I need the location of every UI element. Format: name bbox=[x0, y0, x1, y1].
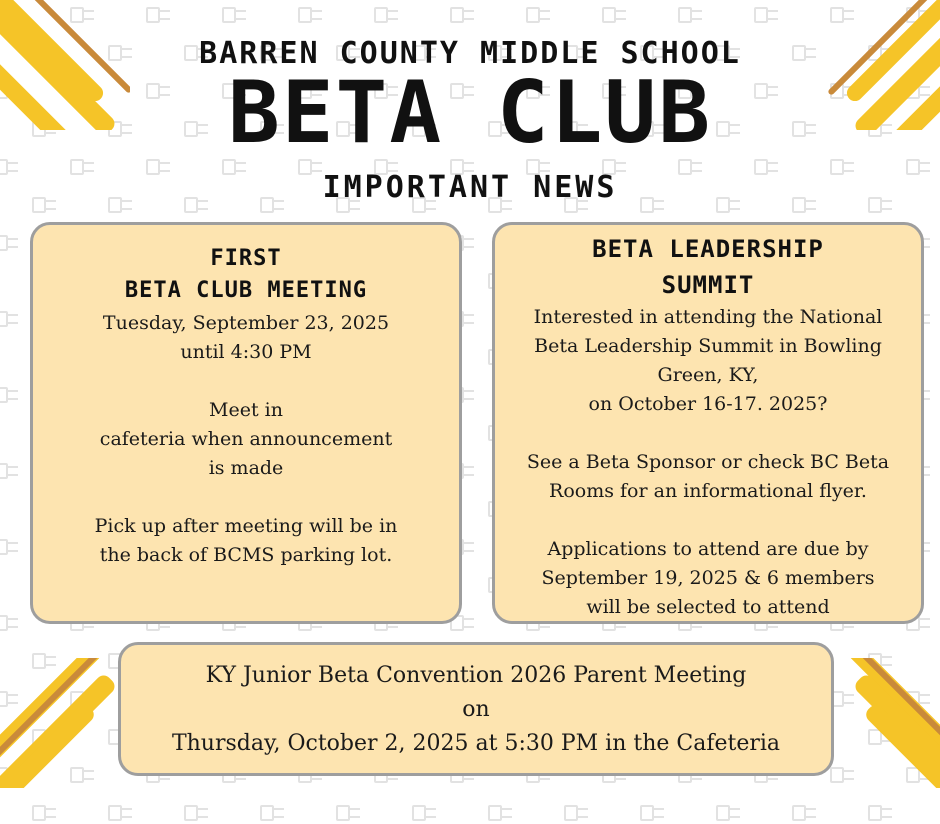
summit-p1-line3: Green, KY, bbox=[657, 364, 759, 386]
summit-p3-line1: Applications to attend are due by bbox=[547, 538, 869, 560]
plug-icon bbox=[864, 650, 894, 672]
plug-icon bbox=[560, 802, 590, 824]
pickup-line2: the back of BCMS parking lot. bbox=[99, 544, 393, 566]
plug-icon bbox=[864, 802, 894, 824]
leadership-summit-card bbox=[492, 222, 924, 624]
plug-icon bbox=[66, 688, 96, 710]
summit-p3-line2: September 19, 2025 & 6 members bbox=[541, 567, 875, 589]
plug-icon bbox=[0, 308, 20, 330]
plug-icon bbox=[256, 802, 286, 824]
plug-icon bbox=[0, 4, 20, 26]
meet-location-line1: Meet in bbox=[209, 399, 283, 421]
plug-icon bbox=[180, 802, 210, 824]
plug-icon bbox=[142, 4, 172, 26]
plug-icon bbox=[66, 4, 96, 26]
meeting-time: until 4:30 PM bbox=[180, 341, 312, 363]
plug-icon bbox=[0, 536, 20, 558]
plug-icon bbox=[902, 4, 932, 26]
first-meeting-card bbox=[30, 222, 462, 624]
plug-icon bbox=[66, 764, 96, 786]
plug-icon bbox=[636, 802, 666, 824]
meet-location-line3: is made bbox=[208, 457, 284, 479]
corner-stripes-bottom-left bbox=[0, 658, 130, 788]
plug-icon bbox=[446, 4, 476, 26]
plug-icon bbox=[598, 4, 628, 26]
first-meeting-heading-line1: FIRST bbox=[210, 246, 282, 271]
plug-icon bbox=[28, 802, 58, 824]
plug-icon bbox=[902, 764, 932, 786]
plug-icon bbox=[902, 688, 932, 710]
first-meeting-heading-line2: BETA CLUB MEETING bbox=[124, 278, 368, 303]
plug-icon bbox=[218, 4, 248, 26]
plug-icon bbox=[370, 4, 400, 26]
summit-p1-line2: Beta Leadership Summit in Bowling bbox=[534, 335, 882, 357]
summit-p1-line1: Interested in attending the National bbox=[533, 306, 883, 328]
plug-icon bbox=[408, 802, 438, 824]
plug-icon bbox=[28, 726, 58, 748]
plug-icon bbox=[332, 802, 362, 824]
plug-icon bbox=[294, 4, 324, 26]
plug-icon bbox=[0, 384, 20, 406]
plug-icon bbox=[0, 232, 20, 254]
club-title: BETA CLUB bbox=[228, 63, 712, 163]
meeting-date: Tuesday, September 23, 2025 bbox=[102, 312, 390, 334]
plug-icon bbox=[484, 802, 514, 824]
plug-icon bbox=[28, 650, 58, 672]
parent-meeting-line1: KY Junior Beta Convention 2026 Parent Meeting bbox=[205, 663, 747, 688]
parent-meeting-line3: Thursday, October 2, 2025 at 5:30 PM in the Cafeteria bbox=[171, 731, 781, 756]
plug-icon bbox=[788, 802, 818, 824]
summit-p2-line1: See a Beta Sponsor or check BC Beta bbox=[526, 451, 890, 473]
plug-icon bbox=[674, 4, 704, 26]
plug-icon bbox=[712, 802, 742, 824]
summit-p3-line3: will be selected to attend bbox=[586, 596, 830, 618]
plug-icon bbox=[750, 4, 780, 26]
summit-heading-line2: SUMMIT bbox=[661, 271, 755, 299]
summit-p1-line4: on October 16-17. 2025? bbox=[588, 393, 828, 415]
summit-heading-line1: BETA LEADERSHIP bbox=[592, 235, 824, 263]
plug-icon bbox=[104, 802, 134, 824]
plug-icon bbox=[826, 4, 856, 26]
plug-icon bbox=[0, 612, 20, 634]
meet-location-line2: cafeteria when announcement bbox=[99, 428, 393, 450]
parent-meeting-card bbox=[118, 642, 834, 776]
plug-icon bbox=[0, 460, 20, 482]
summit-p2-line2: Rooms for an informational flyer. bbox=[549, 480, 867, 502]
school-name: BARREN COUNTY MIDDLE SCHOOL bbox=[199, 36, 741, 71]
pickup-line1: Pick up after meeting will be in bbox=[94, 515, 398, 537]
plug-icon bbox=[0, 688, 20, 710]
parent-meeting-line2: on bbox=[462, 697, 490, 722]
plug-icon bbox=[864, 726, 894, 748]
news-subtitle: IMPORTANT NEWS bbox=[322, 170, 618, 205]
plug-icon bbox=[522, 4, 552, 26]
plug-icon bbox=[0, 764, 20, 786]
